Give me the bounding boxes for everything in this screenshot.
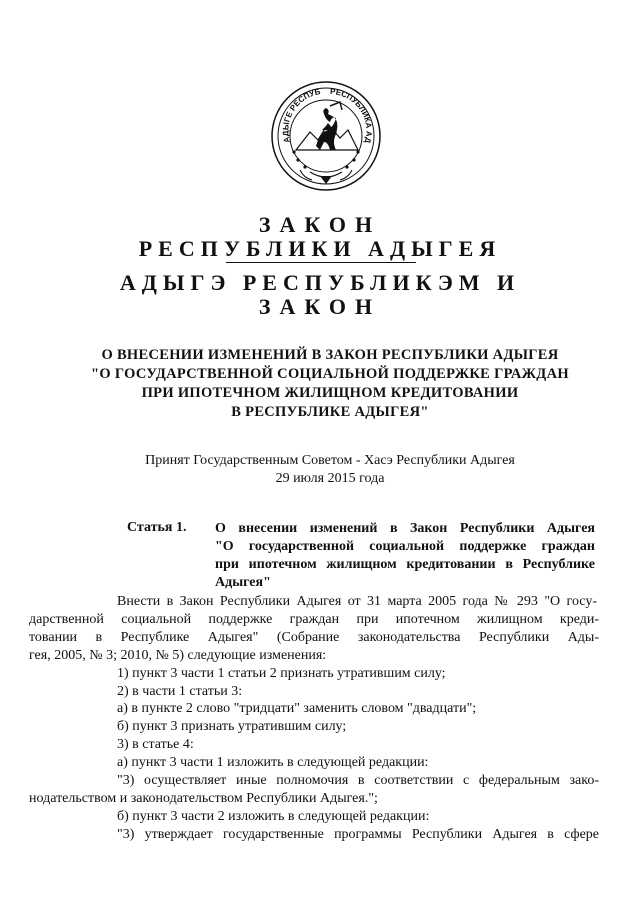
emblem-text-left: АДЫГЕ РЕСПУБ (281, 87, 321, 144)
body-line: "3) осуществляет иные полномочия в соответствии с федеральным зако- (117, 773, 599, 789)
republic-title: РЕСПУБЛИКИ АДЫГЕЯ (138, 236, 502, 261)
article-title-line: О внесении изменений в Закон Республики Адыгея (215, 521, 595, 536)
article-label: Статья 1. (127, 520, 187, 535)
body-line: 2) в части 1 статьи 3: (117, 683, 243, 699)
law-heading (60, 346, 600, 422)
emblem-text-right: РЕСПУБЛИКА АД (329, 86, 374, 145)
adoption-body: Принят Государственным Советом - Хасэ Республики Адыгея (145, 453, 515, 468)
law-title: ЗАКОН (258, 212, 382, 237)
adoption-date: 29 июля 2015 года (275, 471, 385, 486)
heading-line: В РЕСПУБЛИКЕ АДЫГЕЯ" (231, 404, 429, 420)
coat-of-arms-emblem (270, 80, 382, 194)
body-line: 1) пункт 3 части 1 статьи 2 признать утратившим силу; (117, 665, 446, 681)
body-line: товании в Республике Адыгея" (Собрание законодательства Республики Ады- (29, 629, 599, 645)
article-title-line: Адыгея" (215, 575, 271, 590)
body-line: гея, 2005, № 3; 2010, № 5) следующие изменения: (29, 647, 327, 663)
law-title-adyghe: ЗАКОН (258, 294, 382, 319)
body-line: а) пункт 3 части 1 изложить в следующей редакции: (117, 755, 429, 771)
republic-title-adyghe: АДЫГЭ РЕСПУБЛИКЭМ И (119, 270, 521, 295)
article-title-line: при ипотечном жилищном кредитовании в Республике (215, 557, 595, 572)
body-line: б) пункт 3 части 2 изложить в следующей редакции: (117, 808, 430, 824)
title-divider (226, 262, 416, 263)
heading-line: ПРИ ИПОТЕЧНОМ ЖИЛИЩНОМ КРЕДИТОВАНИИ (141, 385, 519, 401)
body-line: 3) в статье 4: (117, 737, 194, 753)
body-line: нодательством и законодательством Республики Адыгея."; (29, 790, 378, 806)
article-body (29, 593, 599, 844)
body-line: Внести в Закон Республики Адыгея от 31 марта 2005 года № 293 "О госу- (117, 594, 597, 609)
article-title (215, 520, 595, 592)
article-title-line: "О государственной социальной поддержке граждан (215, 539, 595, 554)
body-line: б) пункт 3 признать утратившим силу; (117, 719, 347, 735)
body-line: а) в пункте 2 слово "тридцати" заменить словом "двадцати"; (117, 701, 477, 717)
heading-line: О ВНЕСЕНИИ ИЗМЕНЕНИЙ В ЗАКОН РЕСПУБЛИКИ АДЫГЕЯ (101, 347, 559, 363)
adoption-note (60, 452, 600, 488)
body-line: дарственной социальной поддержке граждан при ипотечном жилищном креди- (29, 611, 599, 627)
body-line: "3) утверждает государственные программы Республики Адыгея в сфере (117, 826, 599, 842)
coat-of-arms-icon (270, 80, 382, 194)
heading-line: "О ГОСУДАРСТВЕННОЙ СОЦИАЛЬНОЙ ПОДДЕРЖКЕ ГРАЖДАН (91, 366, 569, 382)
